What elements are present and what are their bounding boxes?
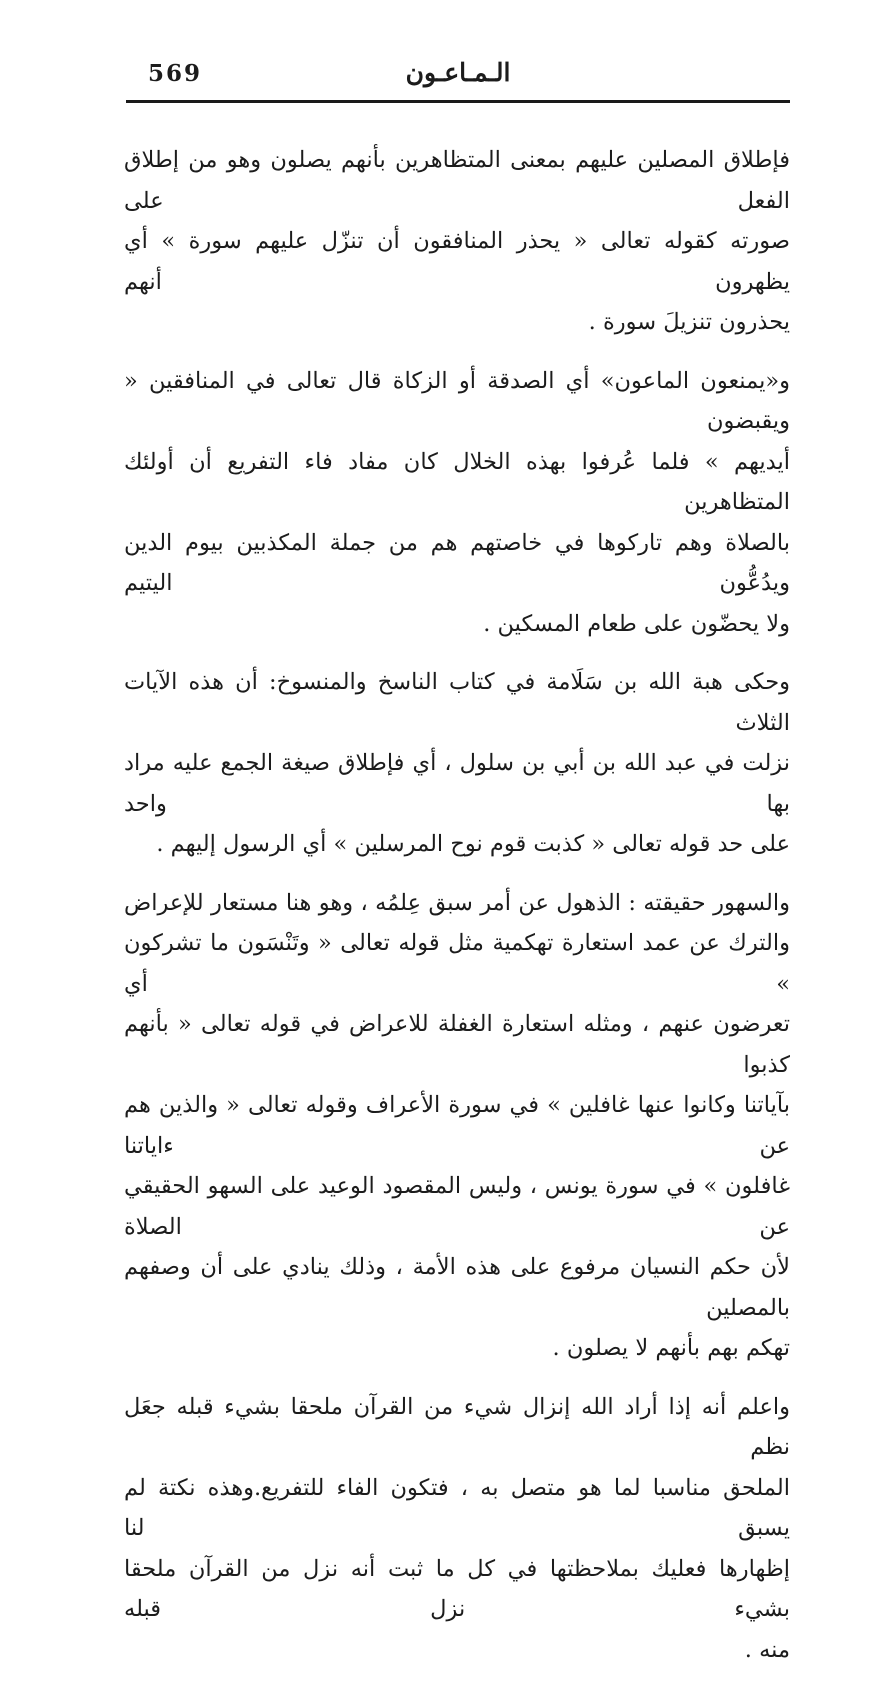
text-line: غافلون » في سورة يونس ، وليس المقصود الوعيد على السهو الحقيقي عن الصلاة [124, 1173, 790, 1240]
text-line: منه . [744, 1636, 790, 1663]
header-rule [126, 100, 790, 103]
text-line: فإطلاق المصلين عليهم بمعنى المتظاهرين بأنهم يصلون وهو من إطلاق الفعل على [124, 147, 790, 214]
text-line: تعرضون عنهم ، ومثله استعارة الغفلة للاعراض في قوله تعالى « بأنهم كذبوا [124, 1011, 790, 1078]
running-title: الـمـاعـون [405, 58, 511, 87]
text-line: واعلم أنه إذا أراد الله إنزال شيء من القرآن ملحقا بشيء قبله جعَل نظم [124, 1393, 790, 1460]
paragraph-4 [124, 883, 790, 1369]
text-line: والترك عن عمد استعارة تهكمية مثل قوله تعالى « وتَنْسَون ما تشركون » أي [124, 930, 790, 997]
text-line: تهكم بهم بأنهم لا يصلون . [552, 1335, 790, 1361]
text-line: بآياتنا وكانوا عنها غافلين » في سورة الأعراف وقوله تعالى « والذين هم عن ءاياتنا [124, 1092, 790, 1159]
text-line: أيديهم » فلما عُرفوا بهذه الخلال كان مفاد فاء التفريع أن أولئك المتظاهرين [124, 448, 790, 515]
body-text [124, 140, 790, 1688]
text-line: ولا يحضّون على طعام المسكين . [483, 610, 790, 637]
text-line: يحذرون تنزيلَ سورة . [588, 309, 790, 335]
text-line: الملحق مناسبا لما هو متصل به ، فتكون الفاء للتفريع.وهذه نكتة لم يسبق لنا [124, 1474, 790, 1541]
text-line: والسهور حقيقته : الذهول عن أمر سبق عِلمُه ، وهو هنا مستعار للإعراض [124, 889, 790, 916]
text-line: على حد قوله تعالى « كذبت قوم نوح المرسلين » أي الرسول إليهم . [156, 831, 790, 857]
text-line: لأن حكم النسيان مرفوع على هذه الأمة ، وذلك ينادي على أن وصفهم بالمصلين [124, 1254, 790, 1321]
text-line: صورته كقوله تعالى « يحذر المنافقون أن تنزّل عليهم سورة » أي يظهرون أنهم [124, 228, 790, 295]
text-line: وحكى هبة الله بن سَلَامة في كتاب الناسخ والمنسوخ: أن هذه الآيات الثلاث [124, 669, 790, 736]
paragraph-2 [124, 361, 790, 645]
page-header [126, 58, 790, 100]
page-number: 569 [148, 60, 203, 87]
text-line: إظهارها فعليك بملاحظتها في كل ما ثبت أنه نزل من القرآن ملحقا بشيء نزل قبله [124, 1555, 790, 1622]
text-line: و«يمنعون الماعون» أي الصدقة أو الزكاة قال تعالى في المنافقين « ويقبضون [124, 367, 790, 434]
paragraph-3 [124, 662, 790, 865]
text-line: نزلت في عبد الله بن أبي بن سلول ، أي فإطلاق صيغة الجمع عليه مراد بها واحد [124, 750, 790, 817]
text-line: بالصلاة وهم تاركوها في خاصتهم هم من جملة المكذبين بيوم الدين ويدُعُّون اليتيم [124, 529, 790, 596]
paragraph-1 [124, 140, 790, 343]
paragraph-5 [124, 1387, 790, 1671]
